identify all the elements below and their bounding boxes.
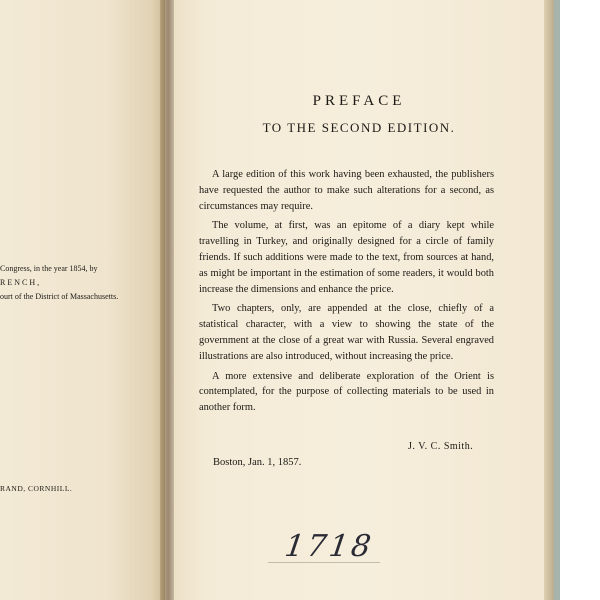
backdrop: [560, 0, 600, 600]
copyright-line-2: RENCH,: [0, 278, 42, 287]
page-edge: [544, 0, 554, 600]
left-page: [0, 0, 165, 600]
preface-subtitle: TO THE SECOND EDITION.: [262, 120, 456, 135]
preface-paragraph-4: A more extensive and deliberate exploration of the Orient is contemplated, for the purpose of collecting materials to be used in another form.: [199, 370, 494, 414]
author-signature: J. V. C. Smith.: [408, 441, 474, 452]
copyright-line-3: ourt of the District of Massachusetts.: [0, 292, 119, 301]
preface-paragraph-1: A large edition of this work having been exhausted, the publishers have requested the author to make such alterations for a second, as circumstances may require.: [199, 169, 494, 212]
preface-title: PREFACE: [312, 93, 406, 109]
preface-body: [199, 167, 494, 420]
copyright-line-1: Congress, in the year 1854, by: [0, 264, 98, 273]
dateline: Boston, Jan. 1, 1857.: [213, 457, 302, 468]
handwritten-number: 1718: [282, 529, 376, 564]
preface-paragraph-2: The volume, at first, was an epitome of a diary kept while travelling in Turkey, and originally designed for a circle of family friends. If such additions were made to the text, from sources at hand, as might be important in the estimation of some readers, it would both increase the dimensions and enhance the price.: [199, 220, 494, 295]
pencil-mark: [268, 562, 380, 563]
printer-imprint: RAND, CORNHILL.: [0, 484, 73, 493]
preface-paragraph-3: Two chapters, only, are appended at the close, chiefly of a statistical character, with a view to showing the state of the government at the close of a great war with Russia. Several engraved illustrations are also introduced, without increasing the price.: [199, 303, 494, 362]
